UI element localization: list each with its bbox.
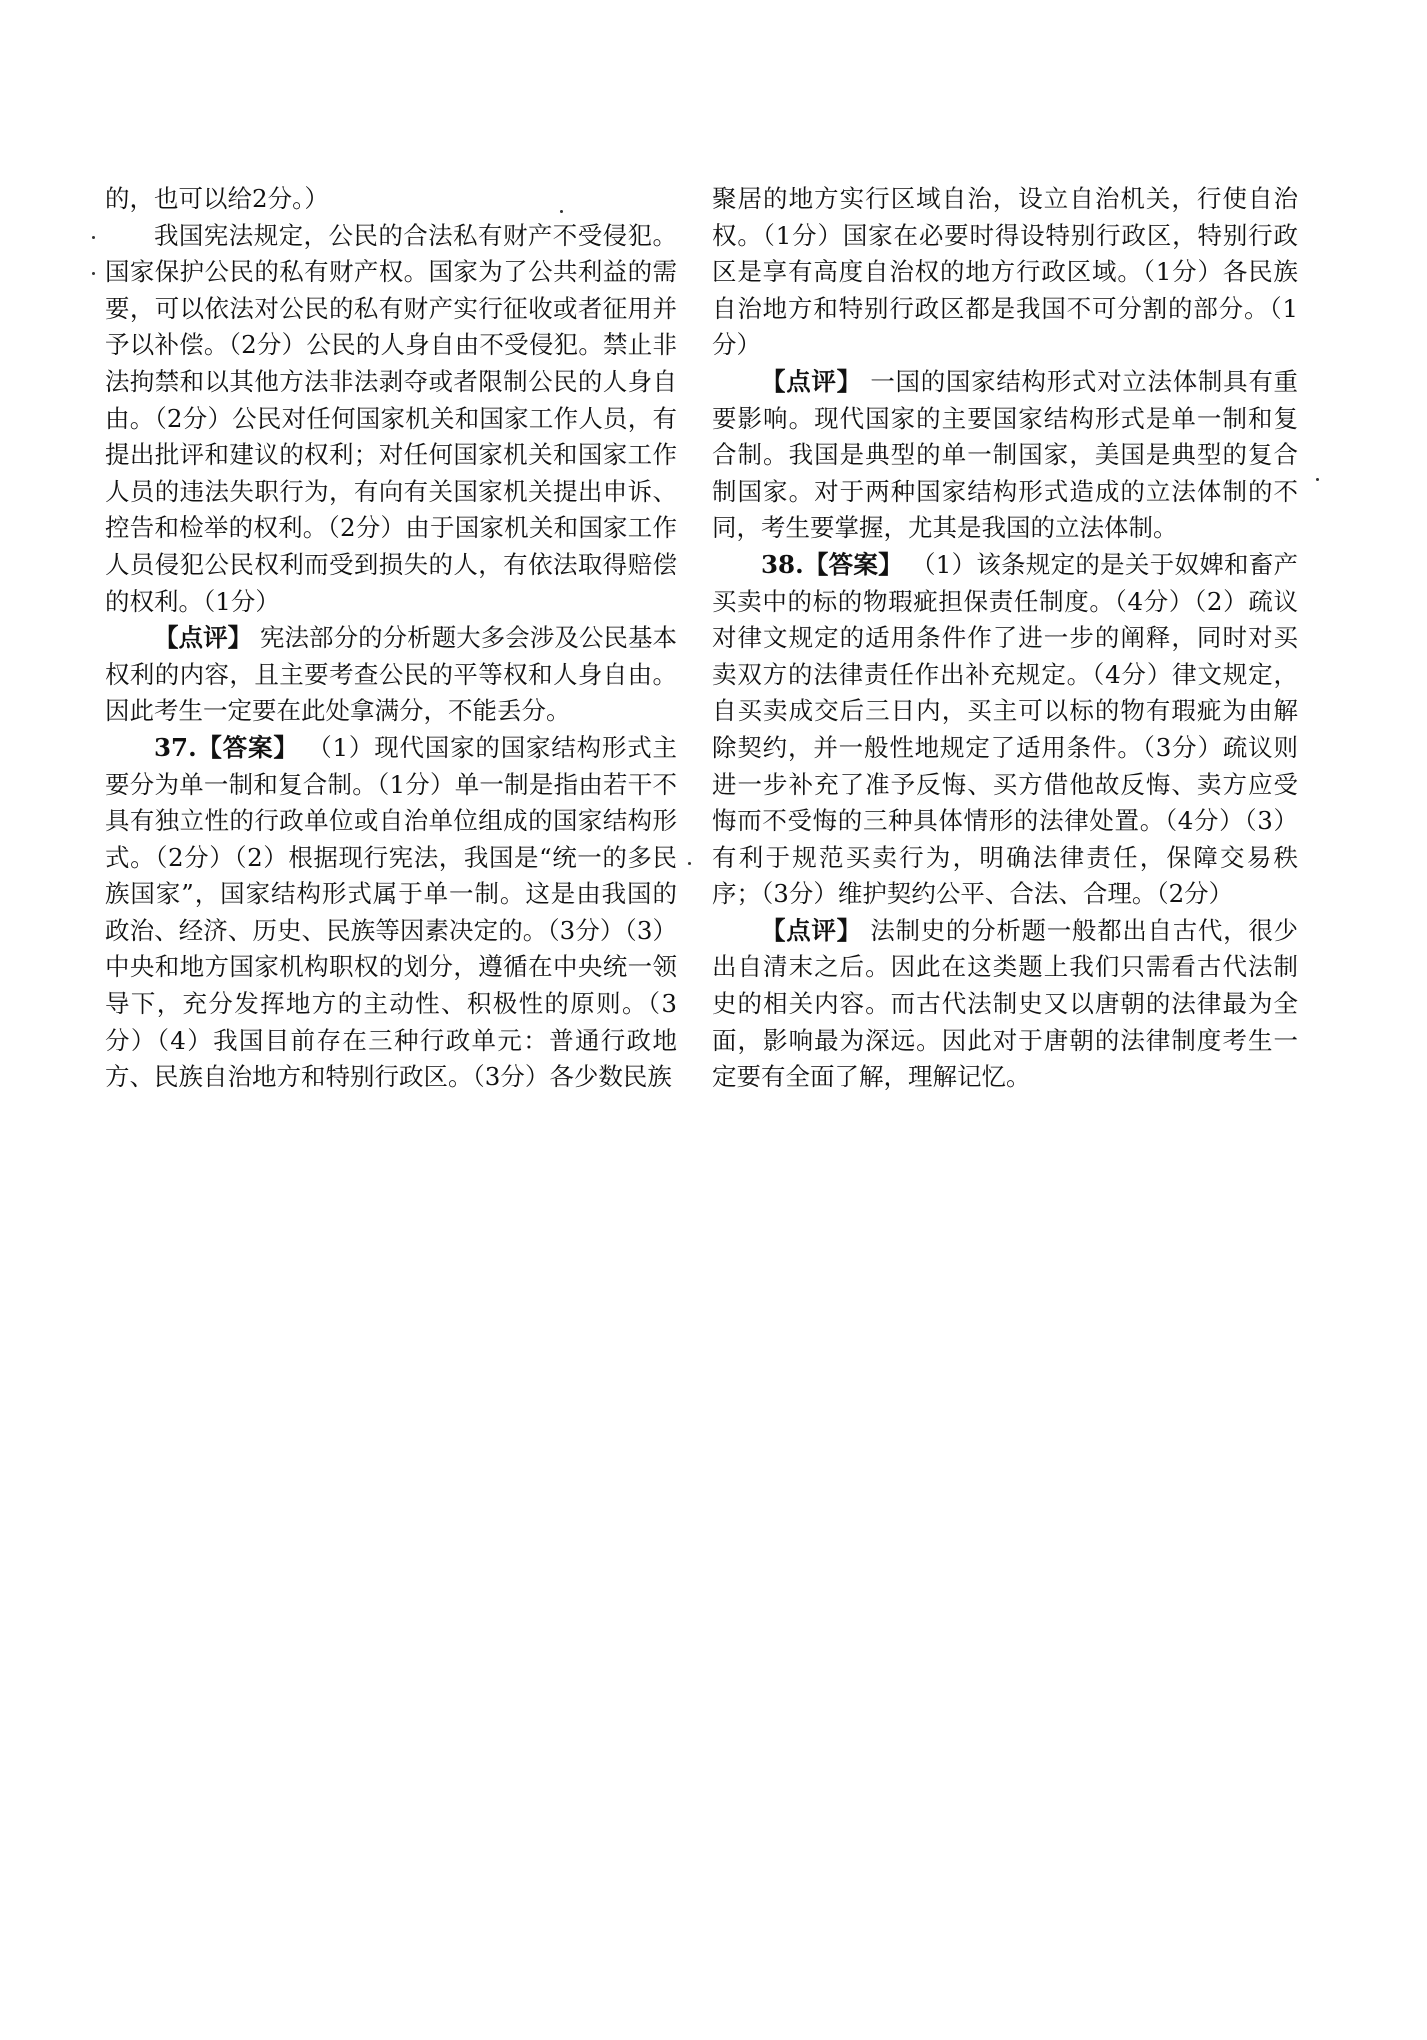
paragraph-text: （1）现代国家的国家结构形式主要分为单一制和复合制。（1分）单一制是指由若干不具有独立性的行政单位或自治单位组成的国家结构形式。（2分）（2）根据现行宪法，我国是“统一的多民族国家”，国家结构形式属于单一制。这是由我国的政治、经济、历史、民族等因素决定的。（3分）（3）中央和地方国家机构职权的划分，遵循在中央统一领导下，充分发挥地方的主动性、积极性的原则。（3分）（4）我国目前存在三种行政单元：普通行政地方、民族自治地方和特别行政区。（3分）各少数民族 — [105, 732, 677, 1092]
left-column — [105, 181, 677, 1096]
scan-speck — [560, 210, 563, 213]
paragraph-text: （1）该条规定的是关于奴婢和畜产买卖中的标的物瑕疵担保责任制度。（4分）（2）疏议对律文规定的适用条件作了进一步的阐释，同时对买卖双方的法律责任作出补充规定。（4分）律文规定，自买卖成交后三日内，买主可以标的物有瑕疵为由解除契约，并一般性地规定了适用条件。（3分）疏议则进一步补充了准予反悔、买方借他故反悔、卖方应受悔而不受悔的三种具体情形的法律处置。（4分）（3）有利于规范买卖行为，明确法律责任，保障交易秩序；（3分）维护契约公平、合法、合理。（2分） — [712, 549, 1299, 909]
paragraph-text: 法制史的分析题一般都出自古代，很少出自清末之后。因此在这类题上我们只需看古代法制史的相关内容。而古代法制史又以唐朝的法律最为全面，影响最为深远。因此对于唐朝的法律制度考生一定要有全面了解，理解记忆。 — [712, 915, 1299, 1092]
comment-tag: 【点评】 — [761, 366, 862, 396]
right-column — [712, 181, 1298, 1096]
comment-paragraph — [712, 913, 1298, 1096]
answer-tag: 38.【答案】 — [761, 549, 903, 579]
paragraph — [105, 218, 677, 621]
paragraph-text: 一国的国家结构形式对立法体制具有重要影响。现代国家的主要国家结构形式是单一制和复合制。我国是典型的单一制国家，美国是典型的复合制国家。对于两种国家结构形式造成的立法体制的不同，考生要掌握，尤其是我国的立法体制。 — [712, 366, 1299, 543]
scan-speck — [92, 272, 95, 275]
comment-tag: 【点评】 — [154, 623, 253, 653]
answer-paragraph — [105, 730, 677, 1096]
scan-speck — [1316, 478, 1319, 481]
paragraph — [712, 181, 1298, 364]
paragraph-text: 宪法部分的分析题大多会涉及公民基本权利的内容，且主要考查公民的平等权和人身自由。因此考生一定要在此处拿满分，不能丢分。 — [105, 623, 678, 726]
scan-speck — [92, 236, 95, 239]
scan-speck — [688, 862, 691, 865]
answer-paragraph — [712, 547, 1298, 913]
comment-tag: 【点评】 — [761, 915, 862, 945]
paragraph-text: 我国宪法规定，公民的合法私有财产不受侵犯。国家保护公民的私有财产权。国家为了公共利益的需要，可以依法对公民的私有财产实行征收或者征用并予以补偿。（2分）公民的人身自由不受侵犯。禁止非法拘禁和以其他方法非法剥夺或者限制公民的人身自由。（2分）公民对任何国家机关和国家工作人员，有提出批评和建议的权利；对任何国家机关和国家工作人员的违法失职行为，有向有关国家机关提出申诉、控告和检举的权利。（2分）由于国家机关和国家工作人员侵犯公民权利而受到损失的人，有依法取得赔偿的权利。（1分） — [105, 220, 677, 616]
answer-tag: 37.【答案】 — [154, 732, 299, 762]
paragraph-text: 的，也可以给2分。） — [105, 184, 329, 213]
paragraph — [105, 181, 677, 218]
paragraph-text: 聚居的地方实行区域自治，设立自治机关，行使自治权。（1分）国家在必要时得设特别行政区，特别行政区是享有高度自治权的地方行政区域。（1分）各民族自治地方和特别行政区都是我国不可分割的部分。（1分） — [712, 184, 1298, 360]
comment-paragraph — [105, 620, 677, 730]
comment-paragraph — [712, 364, 1298, 547]
